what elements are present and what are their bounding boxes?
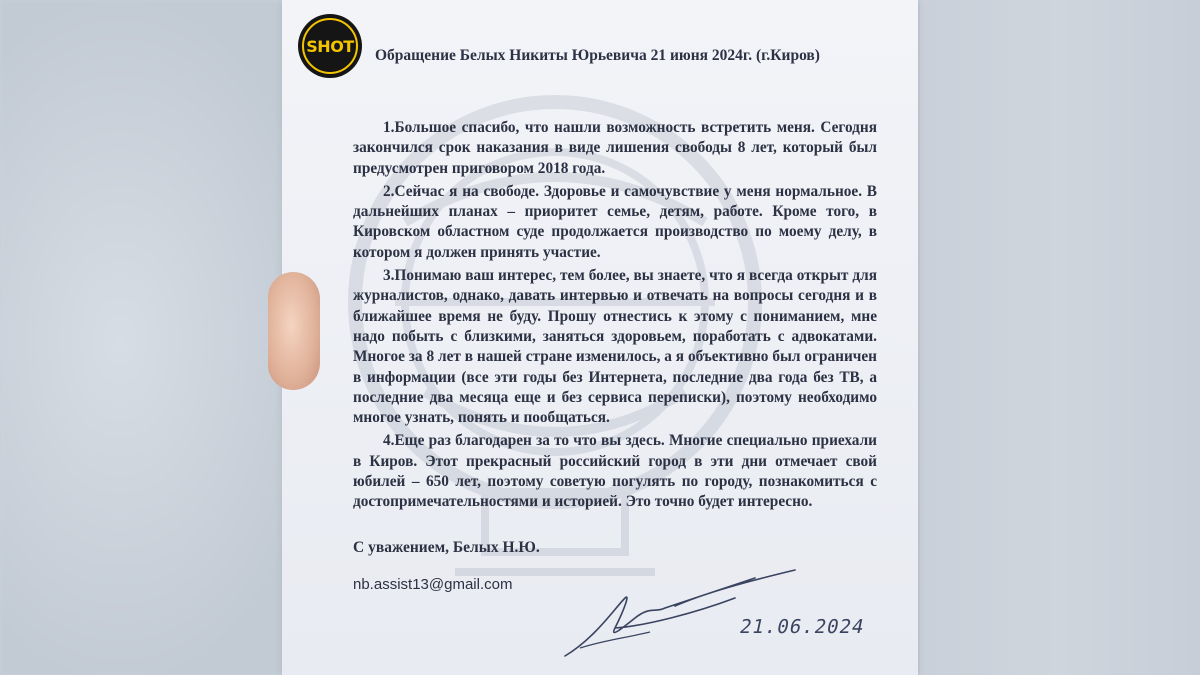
paragraph-2: 2.Сейчас я на свободе. Здоровье и самочувствие у меня нормальное. В дальнейших планах – приоритет семье, детям, работе. Кроме того, в Кировском областном суде продолжается производство по моему делу, в котором я должен принять участие. — [353, 182, 877, 261]
letter-body — [353, 118, 877, 516]
closing-line: С уважением, Белых Н.Ю. — [353, 539, 540, 556]
email-address: nb.assist13@gmail.com — [353, 576, 513, 593]
blurred-background-right — [920, 0, 1200, 675]
paragraph-1: 1.Большое спасибо, что нашли возможность встретить меня. Сегодня закончился срок наказания в виде лишения свободы 8 лет, который был предусмотрен приговором 2018 года. — [353, 119, 877, 177]
document-title: Обращение Белых Никиты Юрьевича 21 июня 2024г. (г.Киров) — [375, 47, 820, 64]
handwritten-date: 21.06.2024 — [737, 616, 867, 638]
logo-text: SHOT — [306, 36, 354, 56]
shot-logo — [298, 14, 362, 78]
thumb-front — [268, 272, 320, 390]
paragraph-3: 3.Понимаю ваш интерес, тем более, вы знаете, что я всегда открыт для журналистов, однако, давать интервью и отвечать на вопросы сегодня и в ближайшее время не буду. Прошу отнестись к этому с пониманием, мне надо побыть с близкими, заняться здоровьем, поработать с адвокатами. Многое за 8 лет в нашей стране изменилось, а я объективно был ограничен в информации (все эти годы без Интернета, последние два года без ТВ, а последние два месяца еще и без сервиса переписки), поэтому необходимо многое узнать, понять и пообщаться. — [353, 267, 877, 427]
paragraph-4: 4.Еще раз благодарен за то что вы здесь. Многие специально приехали в Киров. Этот прекрасный российский город в эти дни отмечает свой юбилей – 650 лет, поэтому советую погулять по городу, познакомиться с достопримечательностями и историей. Это точно будет интересно. — [353, 432, 877, 511]
